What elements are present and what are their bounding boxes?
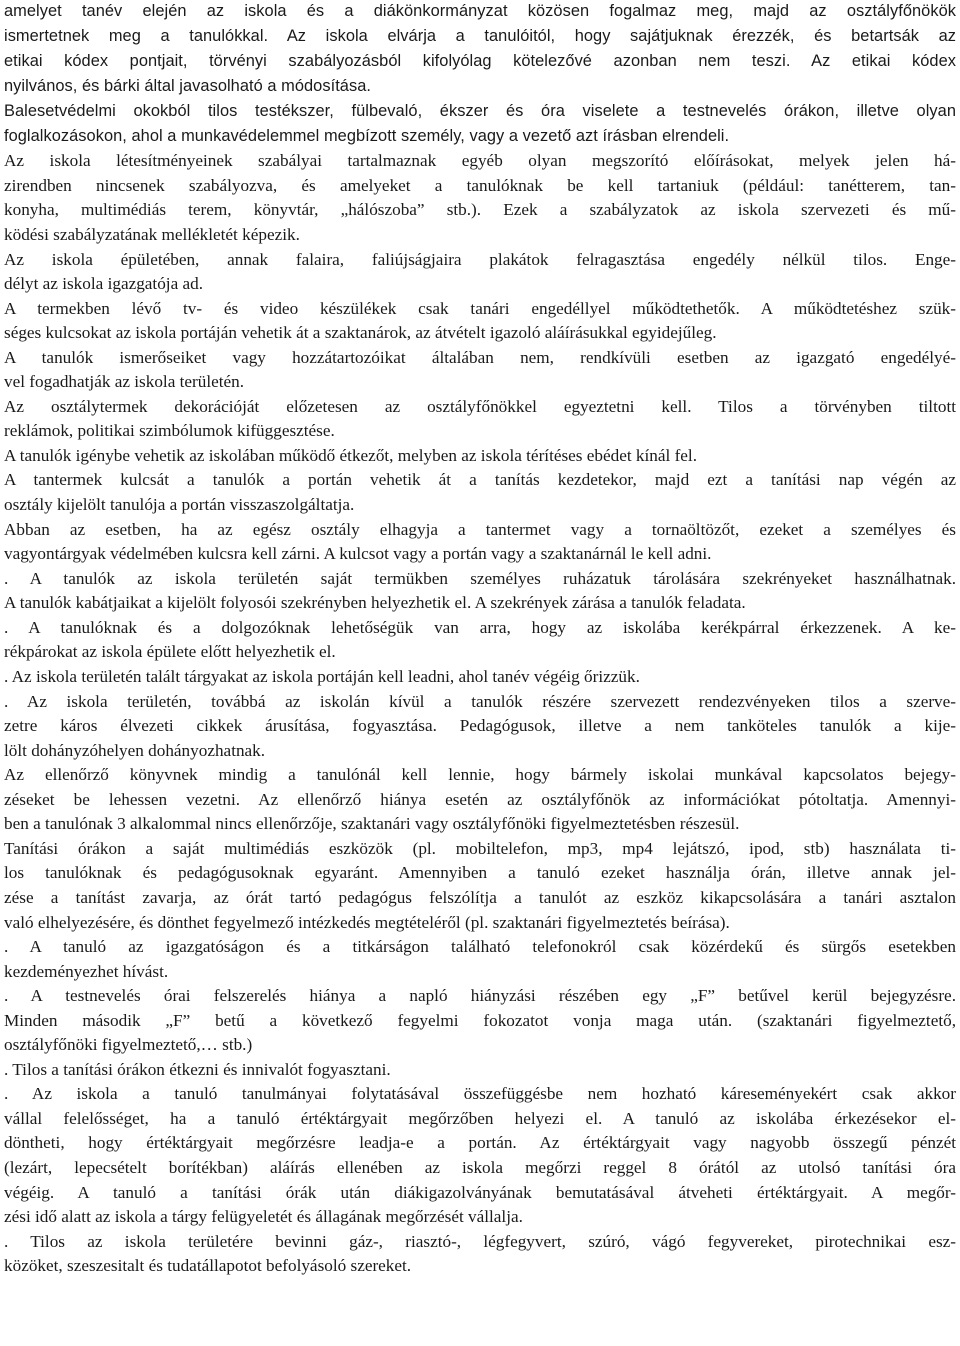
text-line: Balesetvédelmi okokból tilos testékszer, fülbevaló, ékszer és óra viselete a testnevelés órákon, illetve olyan <box>4 102 956 120</box>
text-line: Tanítási órákon a saját multimédiás eszközök (pl. mobiltelefon, mp3, mp4 lejátszó, ipod, stb) használata ti- <box>4 839 956 858</box>
text-line: Az iskola épületében, annak falaira, faliújságjaira plakátok felragasztása engedély nélkül tilos. Enge- <box>4 250 956 269</box>
text-line: Minden második „F” betű a következő fegyelmi fokozatot vonja maga után. (szaktanári figyelmeztető, <box>4 1011 956 1030</box>
text-line: osztály kijelölt tanulója a portán visszaszolgáltatja. <box>4 495 355 514</box>
text-line: lölt dohányzóhelyen dohányozhatnak. <box>4 741 266 760</box>
text-line: . A tanulók az iskola területén saját termükben személyes ruházatuk tárolására szekrényeket használhatnak. <box>4 569 956 588</box>
text-line: Az ellenőrző könyvnek mindig a tanulónál kell lennie, hogy bármely iskolai munkával kapcsolatos bejegy- <box>4 765 956 784</box>
text-line: los tanulóknak és pedagógusoknak egyaránt. Amennyiben a tanuló ezeket használja órán, illetve annak jel- <box>4 863 956 882</box>
text-line: (lezárt, lepecsételt borítékban) aláírás ellenében az iskola megőrzi reggel 8 órától az utolsó tanítási óra <box>4 1158 956 1177</box>
text-line: . A tanulóknak és a dolgozóknak lehetőségük van arra, hogy az iskolába kerékpárral érkezzenek. A ke- <box>4 618 956 637</box>
text-line: konyha, multimédiás terem, könyvtár, „hálószoba” stb.). Ezek a szabályzatok az iskola szervezeti és mű- <box>4 200 956 219</box>
text-line: A tanulók ismerőseiket vagy hozzátartozóikat általában nem, rendkívüli esetben az igazgató engedélyé- <box>4 348 956 367</box>
text-line: zési idő alatt az iskola a tárgy felügyeletét és állagának megőrzését vállalja. <box>4 1207 523 1226</box>
text-line: döntheti, hogy értéktárgyait megőrzésre leadja-e a portán. Az értéktárgyait vagy nagyobb összegű pénzét <box>4 1133 956 1152</box>
text-line: reklámok, politikai szimbólumok kifüggesztése. <box>4 421 335 440</box>
text-line: ben a tanulónak 3 alkalommal nincs ellenőrzője, szaktanári vagy osztályfőnöki figyelmeztetésben részesül. <box>4 814 740 833</box>
text-line: vállal felelősséget, ha a tanuló értéktárgyait megőrzőben helyezi el. A tanuló az iskolába érkezésekor el- <box>4 1109 956 1128</box>
text-line: A tanulók kabátjaikat a kijelölt folyosói szekrényben helyezhetik el. A szekrények zárása a tanulók feladata. <box>4 593 746 612</box>
text-line: délyt az iskola igazgatója ad. <box>4 274 204 293</box>
text-line: A tanulók igénybe vehetik az iskolában működő étkezőt, melyben az iskola térítéses ebédet kínál fel. <box>4 446 698 465</box>
text-line: séges kulcsokat az iskola portáján vehetik át a szaktanárok, az átvételt igazoló aláírásukkal egyidejűleg. <box>4 323 717 342</box>
text-line: zirendben nincsenek szabályozva, és amelyeket a tanulóknak be kell tartaniuk (például: tanétterem, tan- <box>4 176 956 195</box>
text-line: . Tilos a tanítási órákon étkezni és innivalót fogyasztani. <box>4 1060 391 1079</box>
text-line: zéseket be lehessen vezetni. Az ellenőrző hiánya esetén az osztályfőnök az információkat pótoltatja. Amennyi- <box>4 790 956 809</box>
text-line: való elhelyezésére, és dönthet fegyelmező intézkedés megtételéről (pl. szaktanári figyelmeztetés beírása). <box>4 913 730 932</box>
text-line: . Az iskola területén talált tárgyakat az iskola portáján kell leadni, ahol tanév végéig őrizzük. <box>4 667 640 686</box>
text-line: végéig. A tanuló a tanítási órák után diákigazolványának bemutatásával átveheti értéktárgyait. A megőr- <box>4 1183 956 1202</box>
text-line: . Az iskola a tanuló tanulmányai folytatásával összefüggésbe nem hozható káreseményekért csak akkor <box>4 1084 956 1103</box>
text-line: vel fogadhatják az iskola területén. <box>4 372 245 391</box>
text-line: nyilvános, és bárki által javasolható a módosítása. <box>4 77 371 95</box>
text-line: amelyet tanév elején az iskola és a diákönkormányzat közösen fogalmaz meg, majd az osztályfőnökök <box>4 2 956 20</box>
text-line: . A testnevelés órai felszerelés hiánya a napló hiányzási részében egy „F” betűvel kerül bejegyzésre. <box>4 986 956 1005</box>
text-line: Abban az esetben, ha az egész osztály elhagyja a tantermet vagy a tornaöltözőt, ezeket a személyes és <box>4 520 956 539</box>
text-line: Az iskola létesítményeinek szabályai tartalmaznak egyéb olyan megszorító előírásokat, melyek jelen há- <box>4 151 956 170</box>
text-line: . A tanuló az igazgatóságon és a titkárságon található telefonokról csak közérdekű és sürgős esetekben <box>4 937 956 956</box>
text-line: ismertetnek meg a tanulókkal. Az iskola elvárja a tanulóitól, hogy sajátjuknak érezzék, és betartsák az <box>4 27 956 45</box>
text-line: . Tilos az iskola területére bevinni gáz-, riasztó-, légfegyvert, szúró, vágó fegyvereket, pirotechnikai esz- <box>4 1232 956 1251</box>
text-line: zetre káros élvezeti cikkek árusítása, fogyasztása. Pedagógusok, illetve a nem tanköteles tanulók a kije- <box>4 716 956 735</box>
text-line: kezdeményezhet hívást. <box>4 962 169 981</box>
text-line: osztályfőnöki figyelmeztető,… stb.) <box>4 1035 253 1054</box>
text-line: ködési szabályzatának mellékletét képezik. <box>4 225 300 244</box>
text-line: vagyontárgyak védelmében kulcsra kell zárni. A kulcsot vagy a portán vagy a szaktanárnál le kell adni. <box>4 544 712 563</box>
text-line: A tantermek kulcsát a tanulók a portán vehetik át a tanítás kezdetekor, majd ezt a tanítási nap végén az <box>4 470 956 489</box>
text-line: zése a tanítást zavarja, az órát tartó pedagógus felszólítja a tanulót az eszköz kikapcsolására a tanári asztalon <box>4 888 956 907</box>
text-line: közöket, szeszesitalt és tudatállapotot befolyásoló szereket. <box>4 1256 412 1275</box>
text-line: etikai kódex pontjait, törvényi szabályozásból kifolyólag kötelezővé azonban nem teszi. Az etikai kódex <box>4 52 956 70</box>
text-line: foglalkozásokon, ahol a munkavédelemmel megbízott személy, vagy a vezető azt írásban elrendeli. <box>4 127 730 145</box>
text-line: . Az iskola területén, továbbá az iskolán kívül a tanulók részére szervezett rendezvényeken tilos a szerve- <box>4 692 956 711</box>
text-line: rékpárokat az iskola épülete előtt helyezhetik el. <box>4 642 336 661</box>
text-line: Az osztálytermek dekorációját előzetesen az osztályfőnökkel egyeztetni kell. Tilos a törvényben tiltott <box>4 397 956 416</box>
text-line: A termekben lévő tv- és video készülékek csak tanári engedéllyel működtethetők. A működtetéshez szük- <box>4 299 956 318</box>
